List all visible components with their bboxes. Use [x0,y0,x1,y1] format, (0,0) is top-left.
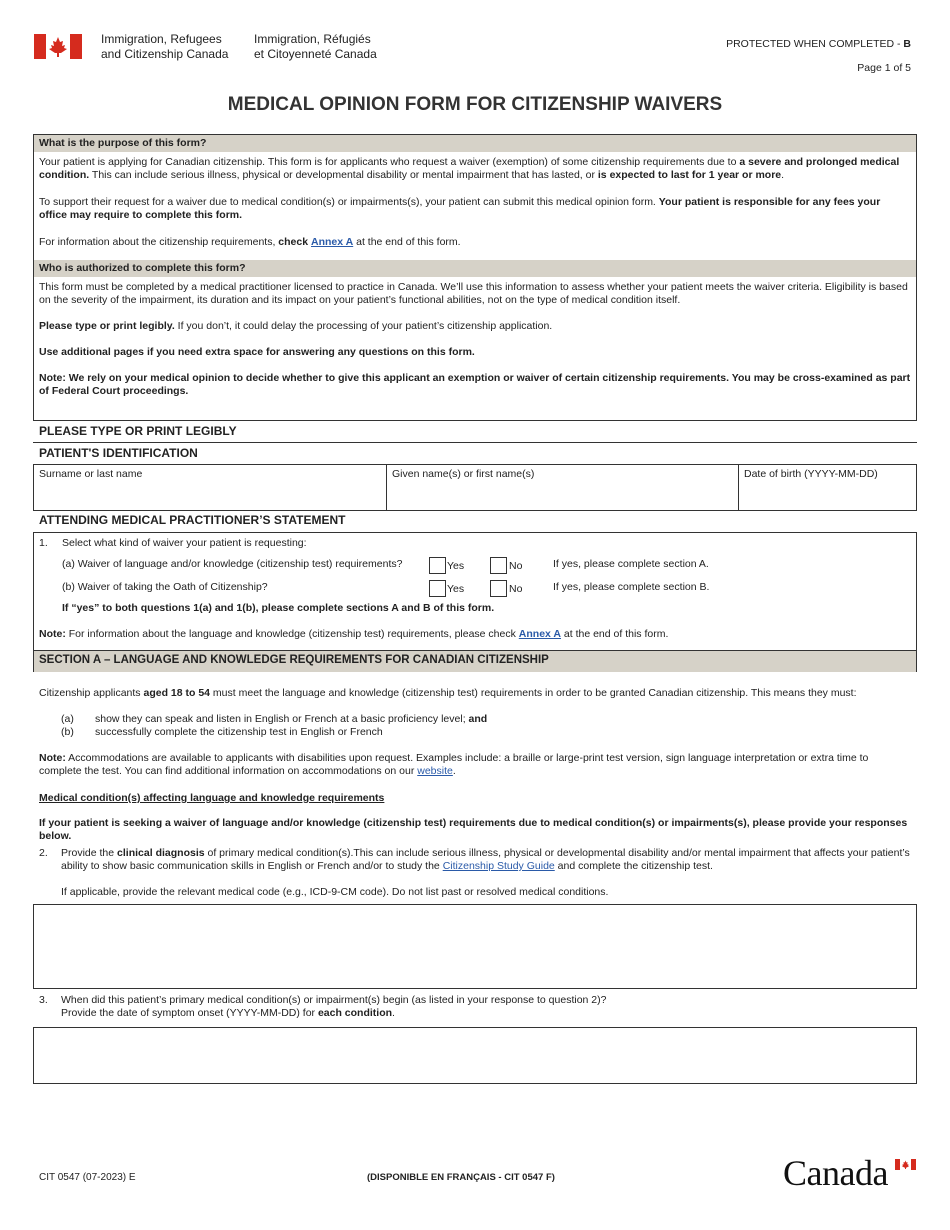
section-a-intro: Citizenship applicants aged 18 to 54 must meet the language and knowledge (citizenship test) requirements in order to be granted Canadian citizenship. This means they must: [39,687,857,699]
statement-box [33,532,917,672]
patient-id-heading: PATIENT'S IDENTIFICATION [39,446,198,460]
type-legibly-heading: PLEASE TYPE OR PRINT LEGIBLY [39,424,237,438]
purpose-paragraph-2: To support their request for a waiver due to medical condition(s) or impairments(s), your patient can submit this medical opinion form. Your patient is responsible for any fees your office may require to complete this form. [39,196,881,221]
divider [33,442,917,443]
authorized-paragraph-1: This form must be completed by a medical practitioner licensed to practice in Canada. We’ll use this information to assess whether your patient meets the waiver criteria. Eligibility is based on the severity of the impairment, its duration and its impact on your patient’s functional abilities, not on the type of medical condition itself. [39,281,908,306]
canada-wordmark-text: Canada [783,1153,888,1193]
waiver-instruction: If your patient is seeking a waiver of language and/or knowledge (citizenship test) requirements due to medical condition(s) or impairments(s), please provide your responses below. [39,817,908,842]
item-b-text: successfully complete the citizenship test in English or French [95,726,383,738]
item-b-label: (b) [61,726,74,738]
department-name-fr: Immigration, Réfugiés et Citoyenneté Canada [254,32,377,61]
page-title: MEDICAL OPINION FORM FOR CITIZENSHIP WAIVERS [227,94,723,115]
website-link[interactable]: website [417,765,453,777]
accommodation-note: Note: Accommodations are available to applicants with disabilities upon request. Examples include: a braille or large-print test version, sign language interpretation or extra time to complete the test. You can find additional information on accommodations on our website. [39,752,869,777]
section-a-heading: SECTION A – LANGUAGE AND KNOWLEDGE REQUIREMENTS FOR CANADIAN CITIZENSHIP [34,650,916,672]
q2-text: Provide the clinical diagnosis of primary medical condition(s).This can include serious illness, physical or developmental disability and/or mental impairment that affects your patient’s ability to show basic communication skills in English or French and/or to study the Citizenship Study Guide and complete the citizenship test. [61,847,910,872]
given-name-label: Given name(s) or first name(s) [392,468,535,480]
qa-text: (a) Waiver of language and/or knowledge (citizenship test) requirements? [62,558,403,570]
q3-text: When did this patient’s primary medical condition(s) or impairment(s) begin (as listed in your response to question 2)? Provide the date of symptom onset (YYYY-MM-DD) for each condition. [61,994,607,1019]
q1-text: Select what kind of waiver your patient is requesting: [62,537,307,549]
annex-a-link[interactable]: Annex A [311,236,354,248]
dob-field[interactable] [739,465,916,510]
qb-text: (b) Waiver of taking the Oath of Citizenship? [62,581,268,593]
item-a-text: show they can speak and listen in English or French at a basic proficiency level; and [95,713,488,725]
diagnosis-textarea[interactable] [33,904,917,989]
both-instruction: If “yes” to both questions 1(a) and 1(b), please complete sections A and B of this form. [62,602,495,614]
page-number: Page 1 of 5 [857,62,911,74]
authorized-paragraph-2: Please type or print legibly. If you don’t, it could delay the processing of your patient’s citizenship application. [39,320,553,332]
protected-label: PROTECTED WHEN COMPLETED - B [726,38,911,50]
wordmark-flag-icon [895,1159,916,1170]
authorized-heading: Who is authorized to complete this form? [34,260,916,277]
canada-wordmark [783,1152,917,1192]
q2-code-instruction: If applicable, provide the relevant medical code (e.g., ICD-9-CM code). Do not list past or resolved medical conditions. [61,886,609,898]
qa-note: If yes, please complete section A. [553,558,709,570]
surname-label: Surname or last name [39,468,143,480]
q3-number: 3. [39,994,48,1006]
qb-no-label: No [509,583,523,595]
qb-yes-checkbox[interactable] [429,580,446,597]
purpose-paragraph-1: Your patient is applying for Canadian citizenship. This form is for applicants who request a waiver (exemption) of some citizenship requirements due to a severe and prolonged medical condition. This can include serious illness, physical or developmental disability or mental impairment that has lasted, or is expected to last for 1 year or more. [39,156,900,181]
dob-label: Date of birth (YYYY-MM-DD) [744,468,878,480]
given-name-field[interactable] [387,465,739,510]
onset-date-textarea[interactable] [33,1027,917,1084]
statement-heading: ATTENDING MEDICAL PRACTITIONER’S STATEMENT [39,513,346,527]
purpose-heading: What is the purpose of this form? [34,135,916,152]
qb-yes-label: Yes [447,583,465,595]
qa-no-checkbox[interactable] [490,557,507,574]
item-a-label: (a) [61,713,74,725]
authorized-paragraph-3: Use additional pages if you need extra space for answering any questions on this form. [39,346,475,358]
authorized-paragraph-4: Note: We rely on your medical opinion to decide whether to give this applicant an exemption or waiver of certain citizenship requirements. You may be cross-examined as part of Federal Court proceedings. [39,372,911,397]
surname-field[interactable] [34,465,387,510]
french-availability: (DISPONIBLE EN FRANÇAIS - CIT 0547 F) [367,1172,555,1183]
qb-note: If yes, please complete section B. [553,581,710,593]
study-guide-link[interactable]: Citizenship Study Guide [442,860,555,872]
qa-no-label: No [509,560,523,572]
statement-note: Note: For information about the language and knowledge (citizenship test) requirements, please check Annex A at the end of this form. [39,628,669,640]
annex-a-link-2[interactable]: Annex A [518,628,561,640]
info-box [33,134,917,421]
q1-number: 1. [39,537,48,549]
qa-yes-checkbox[interactable] [429,557,446,574]
form-code: CIT 0547 (07-2023) E [39,1172,136,1183]
patient-id-row [33,464,917,511]
q2-number: 2. [39,847,48,859]
department-name-en: Immigration, Refugees and Citizenship Canada [101,32,229,61]
purpose-paragraph-3: For information about the citizenship requirements, check Annex A at the end of this form. [39,236,461,248]
qb-no-checkbox[interactable] [490,580,507,597]
medical-condition-subheading: Medical condition(s) affecting language and knowledge requirements [39,792,385,804]
canada-flag-icon [34,34,82,59]
qa-yes-label: Yes [447,560,465,572]
